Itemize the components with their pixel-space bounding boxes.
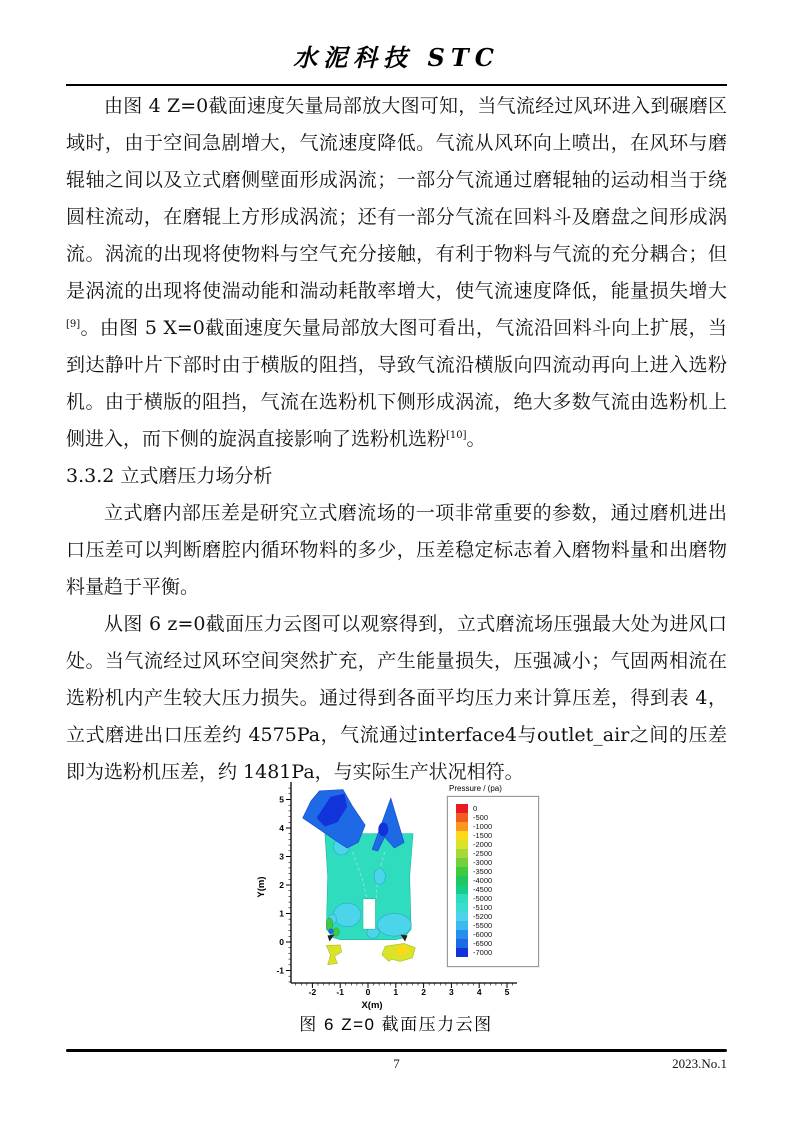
paragraph-velocity-field [66, 88, 727, 458]
legend-row [456, 849, 532, 858]
legend-color-swatch [456, 930, 468, 939]
legend-color-swatch [456, 831, 468, 840]
legend-value-label: -6500 [473, 939, 493, 948]
legend-value-label: -1000 [473, 822, 493, 831]
y-tick-label: 0 [279, 937, 284, 947]
legend-value-label: -5100 [473, 903, 493, 912]
legend-value-label: 0 [473, 804, 478, 813]
legend-value-label: -5500 [473, 921, 493, 930]
legend-row [456, 840, 532, 849]
legend-row [456, 822, 532, 831]
cyan-patch-mid [374, 869, 385, 885]
legend-row [456, 804, 532, 813]
legend-value-label: -1500 [473, 831, 493, 840]
legend-row [456, 912, 532, 921]
y-tick-label: 1 [279, 908, 284, 919]
cyan-patch-lower-left [333, 903, 361, 927]
x-tick-label: 2 [421, 987, 426, 997]
legend-row [456, 894, 532, 903]
legend-color-swatch [456, 822, 468, 831]
citation-ref-10: [10] [446, 430, 467, 441]
legend-color-swatch [456, 858, 468, 867]
legend-value-label: -2000 [473, 840, 493, 849]
para1-text-c: 。 [466, 428, 486, 450]
issue-label: 2023.No.1 [672, 1056, 727, 1071]
legend-row [456, 921, 532, 930]
legend-row [456, 939, 532, 948]
legend-color-swatch [456, 876, 468, 885]
legend-value-label: -500 [473, 813, 489, 822]
legend-value-label: -4500 [473, 885, 493, 894]
green-spot-left-a [326, 918, 333, 930]
y-tick-label: 5 [279, 794, 284, 805]
y-tick-label: 3 [279, 851, 284, 862]
y-tick-label: -1 [276, 965, 284, 976]
blue-spot-left-edge [328, 929, 333, 934]
para1-text-a: 由图 4 Z=0截面速度矢量局部放大图可知，当气流经过风环进入到碾磨区域时，由于空间急剧增大，气流速度降低。气流从风环向上喷出，在风环与磨辊轴之间以及立式磨侧壁面形成涡流；一部分气流通过磨辊轴的运动相当于绕圆柱流动，在磨辊上方形成涡流；还有一部分气流在回料斗及磨盘之间形成涡流。涡流的出现将使物料与空气充分接触，有利于物料与气流的充分耦合；但是涡流的出现将使湍动能和湍动耗散率增大，使气流速度降低，能量损失增大 [66, 95, 727, 302]
paragraph-pressure-intro: 立式磨内部压差是研究立式磨流场的一项非常重要的参数，通过磨机进出口压差可以判断磨腔内循环物料的多少，压差稳定标志着入磨物料量和出磨物料量趋于平衡。 [66, 502, 727, 598]
legend-color-swatch [456, 813, 468, 822]
legend-color-swatch [456, 840, 468, 849]
legend-row [456, 813, 532, 822]
paragraph-pressure-analysis: 从图 6 z=0截面压力云图可以观察得到，立式磨流场压强最大处为进风口处。当气流经过风环空间突然扩充，产生能量损失，压强减小；气固两相流在选粉机内产生较大压力损失。通过得到各面平均压力来计算压差，得到表 4，立式磨进出口压差约 4575Pa，气流通过interface4与outlet_air之间的压差即为选粉机压差，约 1481Pa，与实际生产状况相符。 [66, 613, 727, 783]
legend-row [456, 876, 532, 885]
figure-pressure-contour [250, 780, 560, 1010]
legend-color-swatch [456, 939, 468, 948]
legend-row [456, 903, 532, 912]
x-tick-label: 4 [476, 987, 482, 997]
figure-caption: 图 6 Z=0 截面压力云图 [299, 1015, 493, 1034]
legend-color-swatch [456, 849, 468, 858]
nozzle-left-region [326, 945, 341, 965]
legend-color-swatch [456, 948, 468, 957]
y-tick-label: 2 [279, 880, 284, 890]
footer-rule [66, 1049, 727, 1052]
y-tick-label: 4 [279, 823, 284, 833]
legend-row [456, 948, 532, 957]
legend-row [456, 930, 532, 939]
y-axis-label: Y(m) [256, 876, 267, 898]
legend-value-label: -4000 [473, 876, 493, 885]
legend-value-label: -2500 [473, 849, 493, 858]
legend-color-swatch [456, 903, 468, 912]
legend-color-swatch [456, 912, 468, 921]
x-tick-label: 0 [365, 987, 371, 997]
colorbar-title: Pressure / (pa) [449, 784, 502, 793]
legend-color-swatch [456, 804, 468, 813]
x-tick-label: 1 [393, 987, 399, 997]
legend-value-label: -5000 [473, 894, 493, 903]
inlet-duct-right-core [378, 822, 388, 836]
legend-row [456, 885, 532, 894]
x-tick-label: -2 [308, 987, 317, 997]
legend-color-swatch [456, 921, 468, 930]
colorbar-box [447, 796, 539, 967]
cyan-patch-lower-right [377, 914, 411, 937]
legend-color-swatch [456, 867, 468, 876]
legend-row [456, 867, 532, 876]
legend-value-label: -6000 [473, 930, 493, 939]
page-number: 7 [393, 1056, 400, 1071]
section-heading-3-3-2: 3.3.2 立式磨压力场分析 [66, 465, 273, 487]
legend-color-swatch [456, 885, 468, 894]
legend-value-label: -3500 [473, 867, 493, 876]
x-tick-label: -1 [336, 987, 344, 997]
header-rule [66, 84, 727, 86]
x-axis-label: X(m) [361, 1000, 383, 1010]
legend-color-swatch [456, 894, 468, 903]
legend-value-label: -7000 [473, 948, 493, 957]
body-text [66, 88, 727, 791]
legend-row [456, 858, 532, 867]
journal-title: 水泥科技 STC [293, 43, 500, 72]
center-slot [363, 899, 376, 930]
colorbar-legend [447, 784, 547, 967]
x-tick-label: 3 [449, 987, 454, 997]
legend-value-label: -5200 [473, 912, 493, 921]
legend-row [456, 831, 532, 840]
citation-ref-9: [9] [66, 319, 81, 330]
legend-value-label: -3000 [473, 858, 493, 867]
x-tick-label: 5 [504, 987, 510, 997]
para1-text-b: 。由图 5 X=0截面速度矢量局部放大图可看出，气流沿回料斗向上扩展，当到达静叶片下部时由于横版的阻挡，导致气流沿横版向四流动再向上进入选粉机。由于横版的阻挡，气流在选粉机下侧形成涡流，绝大多数气流由选粉机上侧进入，而下侧的旋涡直接影响了选粉机选粉 [66, 317, 727, 450]
